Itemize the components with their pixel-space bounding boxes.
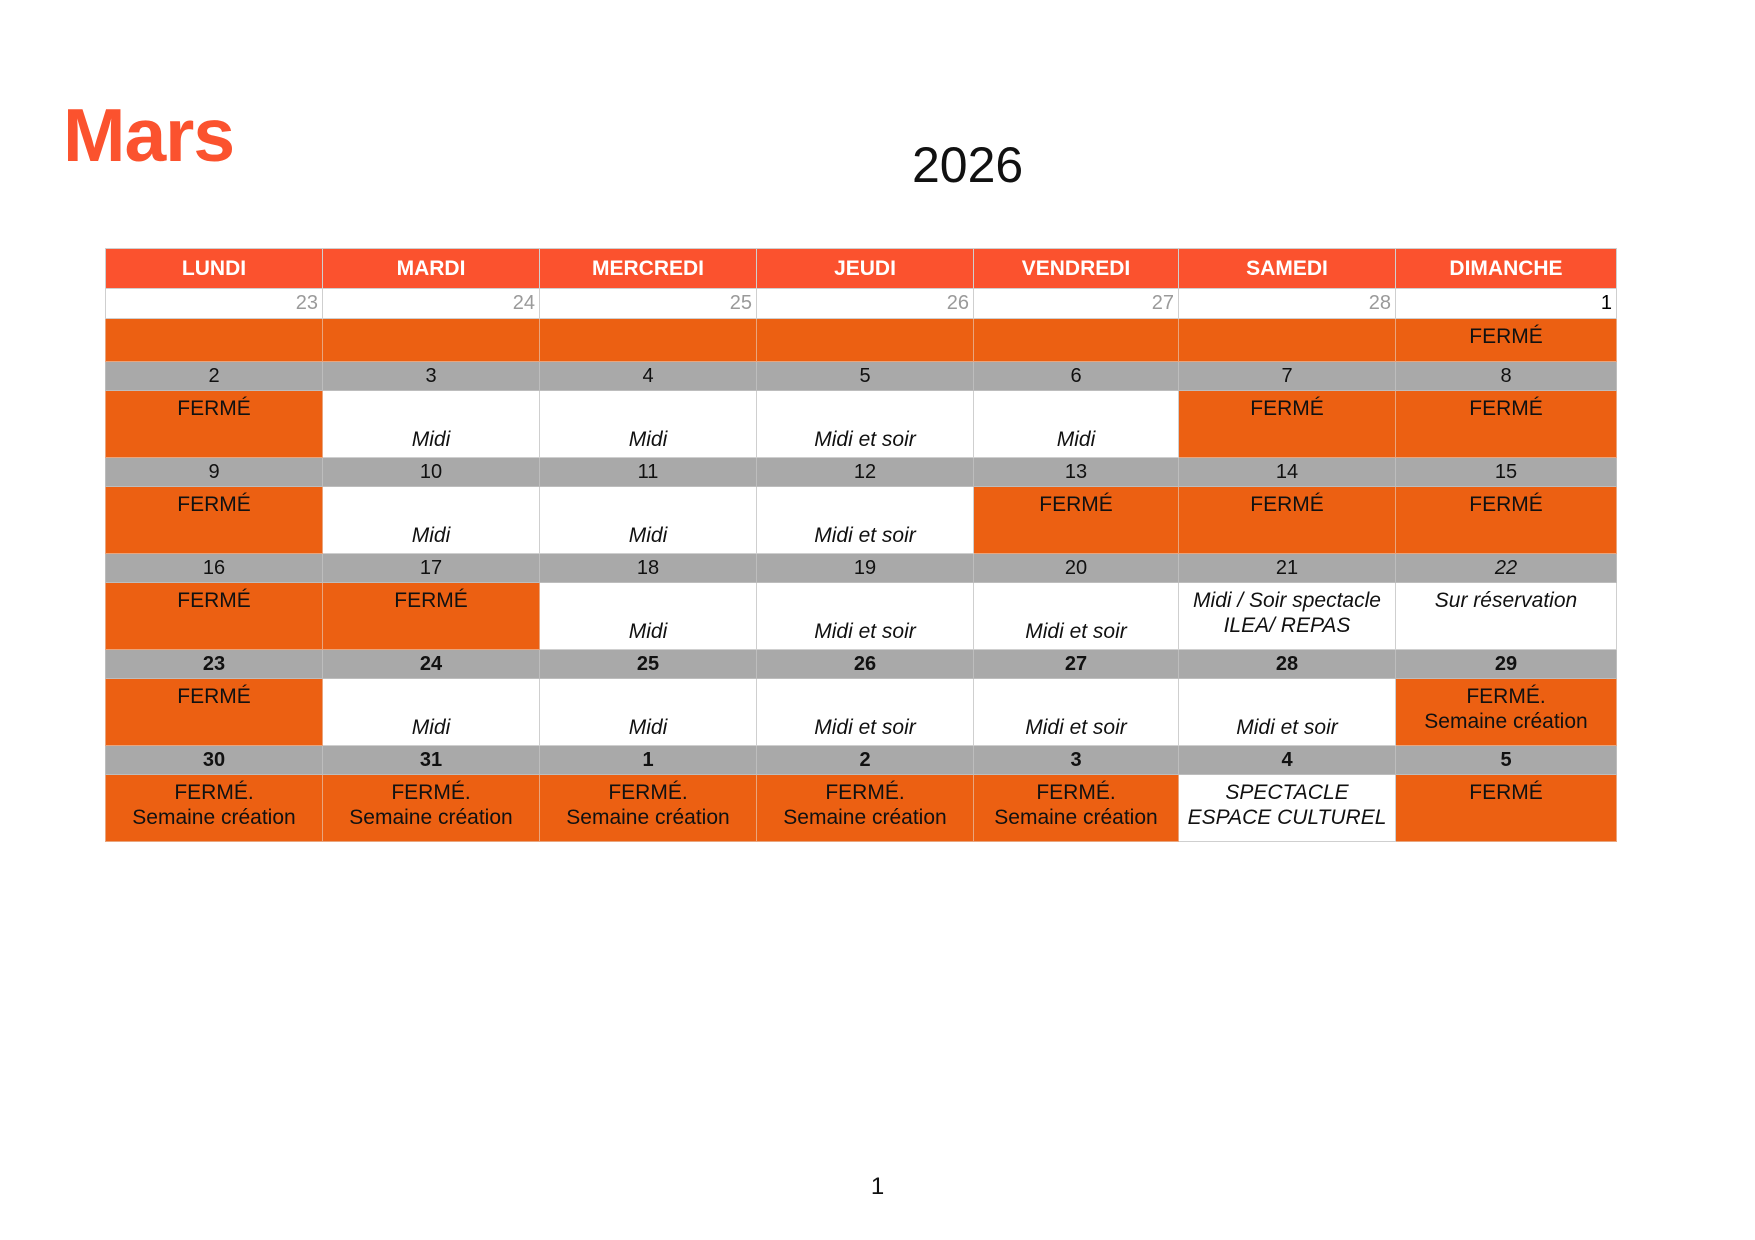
- year-title: 2026: [912, 137, 1024, 193]
- service-cell: [1179, 775, 1396, 842]
- weekday-lundi: LUNDI: [106, 249, 323, 289]
- day-number: 23: [106, 650, 323, 679]
- event-text: FERMÉ: [1469, 325, 1543, 348]
- service-cell: [1179, 583, 1396, 650]
- day-number: 27: [974, 289, 1179, 319]
- event-text: Midi et soir: [814, 620, 916, 643]
- day-number: 22: [1396, 554, 1617, 583]
- event-text: Midi et soir: [814, 716, 916, 739]
- weekday-mardi: MARDI: [323, 249, 540, 289]
- service-cell: [1179, 679, 1396, 746]
- event-text: Midi et soir: [1236, 716, 1338, 739]
- weekday-header-row: [106, 249, 1617, 289]
- weekday-jeudi: JEUDI: [757, 249, 974, 289]
- day-number: 18: [540, 554, 757, 583]
- day-number: 6: [974, 362, 1179, 391]
- event-row: [106, 775, 1617, 842]
- event-text: FERMÉ: [1250, 493, 1324, 516]
- event-text: FERMÉ: [177, 589, 251, 612]
- service-cell: [974, 583, 1179, 650]
- day-number: 28: [1179, 289, 1396, 319]
- day-number: 7: [1179, 362, 1396, 391]
- page-number: 1: [870, 1173, 885, 1200]
- day-number: 2: [757, 746, 974, 775]
- closed-cell: [1396, 319, 1617, 362]
- day-number: 10: [323, 458, 540, 487]
- closed-cell: [1179, 319, 1396, 362]
- event-text: Sur réservation: [1434, 589, 1578, 612]
- service-cell: [757, 391, 974, 458]
- event-text: Midi et soir: [1025, 716, 1127, 739]
- day-number: 20: [974, 554, 1179, 583]
- event-text: Midi et soir: [814, 428, 916, 451]
- day-number: 26: [757, 289, 974, 319]
- event-text: Midi: [628, 428, 668, 451]
- day-number: 27: [974, 650, 1179, 679]
- event-text: Midi / Soir spectacle: [1193, 589, 1381, 612]
- closed-cell: [106, 679, 323, 746]
- event-text: Midi: [411, 524, 451, 547]
- day-number: 12: [757, 458, 974, 487]
- closed-cell: [974, 775, 1179, 842]
- weekday-vendredi: VENDREDI: [974, 249, 1179, 289]
- closed-cell: [323, 319, 540, 362]
- service-cell: [540, 487, 757, 554]
- event-text: Midi: [628, 620, 668, 643]
- closed-cell: [540, 319, 757, 362]
- day-number: 14: [1179, 458, 1396, 487]
- day-number: 4: [540, 362, 757, 391]
- event-text: Midi et soir: [1025, 620, 1127, 643]
- date-row: [106, 289, 1617, 319]
- event-text: FERMÉ: [177, 397, 251, 420]
- event-text: FERMÉ: [1039, 493, 1113, 516]
- weekday-samedi: SAMEDI: [1179, 249, 1396, 289]
- day-number: 29: [1396, 650, 1617, 679]
- closed-cell: [106, 775, 323, 842]
- day-number: 16: [106, 554, 323, 583]
- day-number: 28: [1179, 650, 1396, 679]
- event-text: SPECTACLE: [1225, 781, 1349, 804]
- closed-cell: [1396, 679, 1617, 746]
- service-cell: [323, 487, 540, 554]
- day-number: 30: [106, 746, 323, 775]
- day-number: 1: [1396, 289, 1617, 319]
- event-row: [106, 391, 1617, 458]
- closed-cell: [757, 775, 974, 842]
- service-cell: [1396, 583, 1617, 650]
- event-text: FERMÉ.: [174, 781, 254, 804]
- event-text: Midi: [628, 524, 668, 547]
- event-text: Semaine création: [132, 806, 296, 829]
- day-number: 25: [540, 650, 757, 679]
- closed-cell: [1396, 775, 1617, 842]
- event-text: FERMÉ.: [608, 781, 688, 804]
- month-title: Mars: [63, 93, 235, 177]
- closed-cell: [323, 583, 540, 650]
- day-number: 5: [757, 362, 974, 391]
- closed-cell: [106, 391, 323, 458]
- closed-cell: [1396, 391, 1617, 458]
- closed-cell: [106, 319, 323, 362]
- day-number: 8: [1396, 362, 1617, 391]
- event-text: FERMÉ: [394, 589, 468, 612]
- service-cell: [540, 679, 757, 746]
- event-text: FERMÉ: [177, 493, 251, 516]
- day-number: 17: [323, 554, 540, 583]
- event-text: ILEA/ REPAS: [1223, 614, 1351, 637]
- date-row: [106, 650, 1617, 679]
- event-text: Midi: [628, 716, 668, 739]
- event-text: FERMÉ.: [1466, 685, 1546, 708]
- event-row: [106, 487, 1617, 554]
- closed-cell: [1179, 391, 1396, 458]
- event-text: Semaine création: [1424, 710, 1588, 733]
- day-number: 5: [1396, 746, 1617, 775]
- closed-cell: [540, 775, 757, 842]
- day-number: 24: [323, 650, 540, 679]
- event-text: FERMÉ.: [825, 781, 905, 804]
- event-row: [106, 583, 1617, 650]
- day-number: 23: [106, 289, 323, 319]
- closed-cell: [106, 583, 323, 650]
- service-cell: [974, 391, 1179, 458]
- service-cell: [323, 679, 540, 746]
- calendar-grid: [105, 248, 1617, 842]
- event-text: FERMÉ.: [391, 781, 471, 804]
- event-text: FERMÉ: [1469, 781, 1543, 804]
- day-number: 3: [323, 362, 540, 391]
- event-text: FERMÉ: [1250, 397, 1324, 420]
- day-number: 2: [106, 362, 323, 391]
- service-cell: [540, 583, 757, 650]
- service-cell: [757, 487, 974, 554]
- event-text: FERMÉ: [177, 685, 251, 708]
- day-number: 1: [540, 746, 757, 775]
- event-text: Midi: [411, 428, 451, 451]
- service-cell: [323, 391, 540, 458]
- event-text: FERMÉ: [1469, 493, 1543, 516]
- day-number: 13: [974, 458, 1179, 487]
- event-text: Semaine création: [566, 806, 730, 829]
- event-text: Midi et soir: [814, 524, 916, 547]
- event-text: Midi: [411, 716, 451, 739]
- service-cell: [757, 679, 974, 746]
- date-row: [106, 746, 1617, 775]
- service-cell: [974, 679, 1179, 746]
- day-number: 3: [974, 746, 1179, 775]
- event-text: FERMÉ.: [1036, 781, 1116, 804]
- closed-cell: [323, 775, 540, 842]
- closed-cell: [1179, 487, 1396, 554]
- event-text: Midi: [1056, 428, 1096, 451]
- date-row: [106, 554, 1617, 583]
- event-row: [106, 319, 1617, 362]
- event-text: Semaine création: [994, 806, 1158, 829]
- event-row: [106, 679, 1617, 746]
- closed-cell: [757, 319, 974, 362]
- day-number: 19: [757, 554, 974, 583]
- service-cell: [540, 391, 757, 458]
- event-text: ESPACE CULTUREL: [1187, 806, 1387, 829]
- event-text: FERMÉ: [1469, 397, 1543, 420]
- weekday-dimanche: DIMANCHE: [1396, 249, 1617, 289]
- weekday-mercredi: MERCREDI: [540, 249, 757, 289]
- day-number: 25: [540, 289, 757, 319]
- closed-cell: [1396, 487, 1617, 554]
- day-number: 24: [323, 289, 540, 319]
- date-row: [106, 458, 1617, 487]
- event-text: Semaine création: [349, 806, 513, 829]
- day-number: 21: [1179, 554, 1396, 583]
- day-number: 9: [106, 458, 323, 487]
- event-text: Semaine création: [783, 806, 947, 829]
- closed-cell: [106, 487, 323, 554]
- day-number: 31: [323, 746, 540, 775]
- day-number: 26: [757, 650, 974, 679]
- day-number: 11: [540, 458, 757, 487]
- day-number: 4: [1179, 746, 1396, 775]
- service-cell: [757, 583, 974, 650]
- closed-cell: [974, 319, 1179, 362]
- closed-cell: [974, 487, 1179, 554]
- day-number: 15: [1396, 458, 1617, 487]
- date-row: [106, 362, 1617, 391]
